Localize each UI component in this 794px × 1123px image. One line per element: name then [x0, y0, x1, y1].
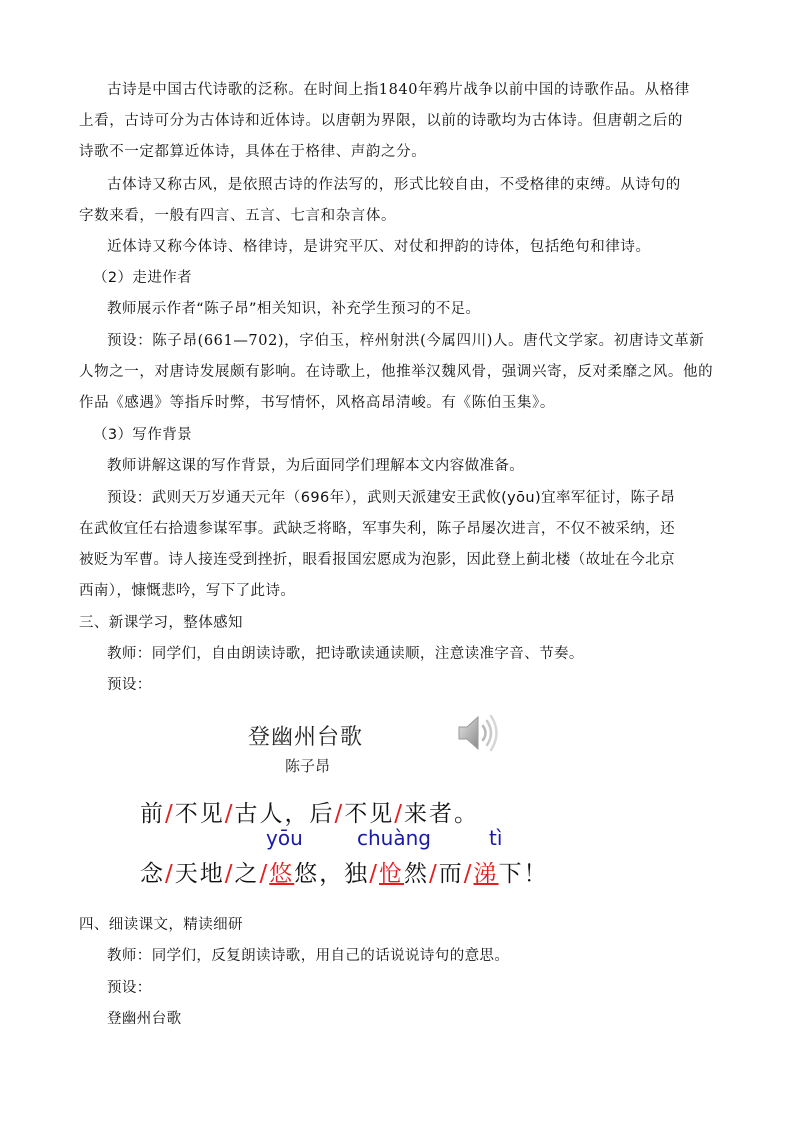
rhythm-slash: / [463, 861, 474, 887]
paragraph-background-l3: 被贬为军曹。诗人接连受到挫折，眼看报国宏愿成为泡影，因此登上蓟北楼（故址在今北京 [79, 552, 675, 568]
rhythm-slash: / [259, 861, 270, 887]
poem-line-2 [140, 855, 549, 888]
poem-author: 陈子昂 [285, 757, 331, 775]
paragraph-background-l4: 西南），慷慨悲吟，写下了此诗。 [79, 583, 296, 599]
paragraph-teacher-author: 教师展示作者“陈子昂”相关知识，补充学生预习的不足。 [107, 301, 481, 317]
paragraph-teacher-background: 教师讲解这课的写作背景，为后面同学们理解本文内容做准备。 [107, 458, 525, 474]
poem-word-highlighted: 怆 [379, 861, 404, 887]
paragraph-ancient-poetry-l2: 上看，古诗可分为古体诗和近体诗。以唐朝为界限，以前的诗歌均为古体诗。但唐朝之后的 [79, 113, 683, 129]
paragraph-yushe-1: 预设： [107, 677, 152, 693]
paragraph-jintishi: 近体诗又称今体诗、格律诗，是讲究平仄、对仗和押韵的诗体，包括绝句和律诗。 [107, 239, 651, 255]
poem-word: 然 [404, 861, 429, 887]
poem-word: 不见 [344, 801, 395, 827]
section-heading-3: 三、新课学习，整体感知 [79, 615, 243, 631]
rhythm-slash: / [394, 801, 404, 827]
poem-title-repeat: 登幽州台歌 [107, 1011, 182, 1027]
speaker-icon[interactable] [456, 712, 500, 754]
paragraph-background-l1: 预设：武则天万岁通天元年（696年），武则天派建安王武攸(yōu)宜率军征讨，陈子昂 [107, 490, 676, 506]
paragraph-yushe-2: 预设： [107, 980, 152, 996]
poem-word-highlighted: 涕 [473, 861, 499, 887]
poem-word: 之 [234, 861, 260, 887]
rhythm-slash: / [165, 801, 175, 827]
paragraph-author-bio-l2: 人物之一，对唐诗发展颇有影响。在诗歌上，他推举汉魏风骨，强调兴寄，反对柔靡之风。他的 [79, 364, 714, 380]
paragraph-author-bio-l1: 预设：陈子昂(661—702)，字伯玉，梓州射洪(今属四川)人。唐代文学家。初唐诗文革新 [107, 333, 705, 349]
poem-word: 而 [438, 861, 464, 887]
paragraph-gutishi-l1: 古体诗又称古风，是依照古诗的作法写的，形式比较自由，不受格律的束缚。从诗句的 [107, 177, 681, 193]
poem-word: 下！ [498, 861, 549, 887]
pinyin-you: yōu [266, 826, 303, 850]
rhythm-slash: / [224, 801, 235, 827]
rhythm-slash: / [369, 861, 379, 887]
poem-word-highlighted: 悠 [269, 861, 295, 887]
heading-background: （3）写作背景 [93, 427, 193, 443]
poem-word: 不见 [174, 801, 225, 827]
rhythm-slash: / [165, 861, 175, 887]
pinyin-ti: tì [489, 826, 503, 850]
rhythm-slash: / [334, 801, 345, 827]
rhythm-slash: / [429, 861, 439, 887]
poem-word: 古人，后 [234, 801, 335, 827]
paragraph-gutishi-l2: 字数来看，一般有四言、五言、七言和杂言体。 [79, 208, 397, 224]
poem-word: 念 [140, 861, 165, 887]
paragraph-teacher-meaning: 教师：同学们，反复朗读诗歌，用自己的话说说诗句的意思。 [107, 948, 510, 964]
paragraph-ancient-poetry-l1: 古诗是中国古代诗歌的泛称。在时间上指1840年鸦片战争以前中国的诗歌作品。从格律 [107, 82, 690, 98]
section-heading-4: 四、细读课文，精读细研 [79, 917, 243, 933]
paragraph-teacher-read: 教师：同学们，自由朗读诗歌，把诗歌读通读顺，注意读准字音、节奏。 [107, 646, 584, 662]
paragraph-author-bio-l3: 作品《感遇》等指斥时弊，书写情怀，风格高昂清峻。有《陈伯玉集》。 [79, 395, 555, 411]
paragraph-ancient-poetry-l3: 诗歌不一定都算近体诗，具体在于格律、声韵之分。 [79, 144, 427, 160]
pinyin-chuang: chuàng [357, 826, 431, 850]
heading-about-author: （2）走进作者 [93, 270, 193, 286]
paragraph-background-l2: 在武攸宜任右拾遗参谋军事。武缺乏将略，军事失利，陈子昂屡次进言，不仅不被采纳，还 [79, 521, 675, 537]
rhythm-slash: / [224, 861, 235, 887]
poem-line-1 [140, 795, 479, 828]
poem-word: 前 [140, 801, 165, 827]
poem-title: 登幽州台歌 [248, 725, 364, 750]
poem-word: 天地 [174, 861, 225, 887]
poem-word: 来者。 [404, 801, 479, 827]
poem-word: 悠，独 [294, 861, 370, 887]
